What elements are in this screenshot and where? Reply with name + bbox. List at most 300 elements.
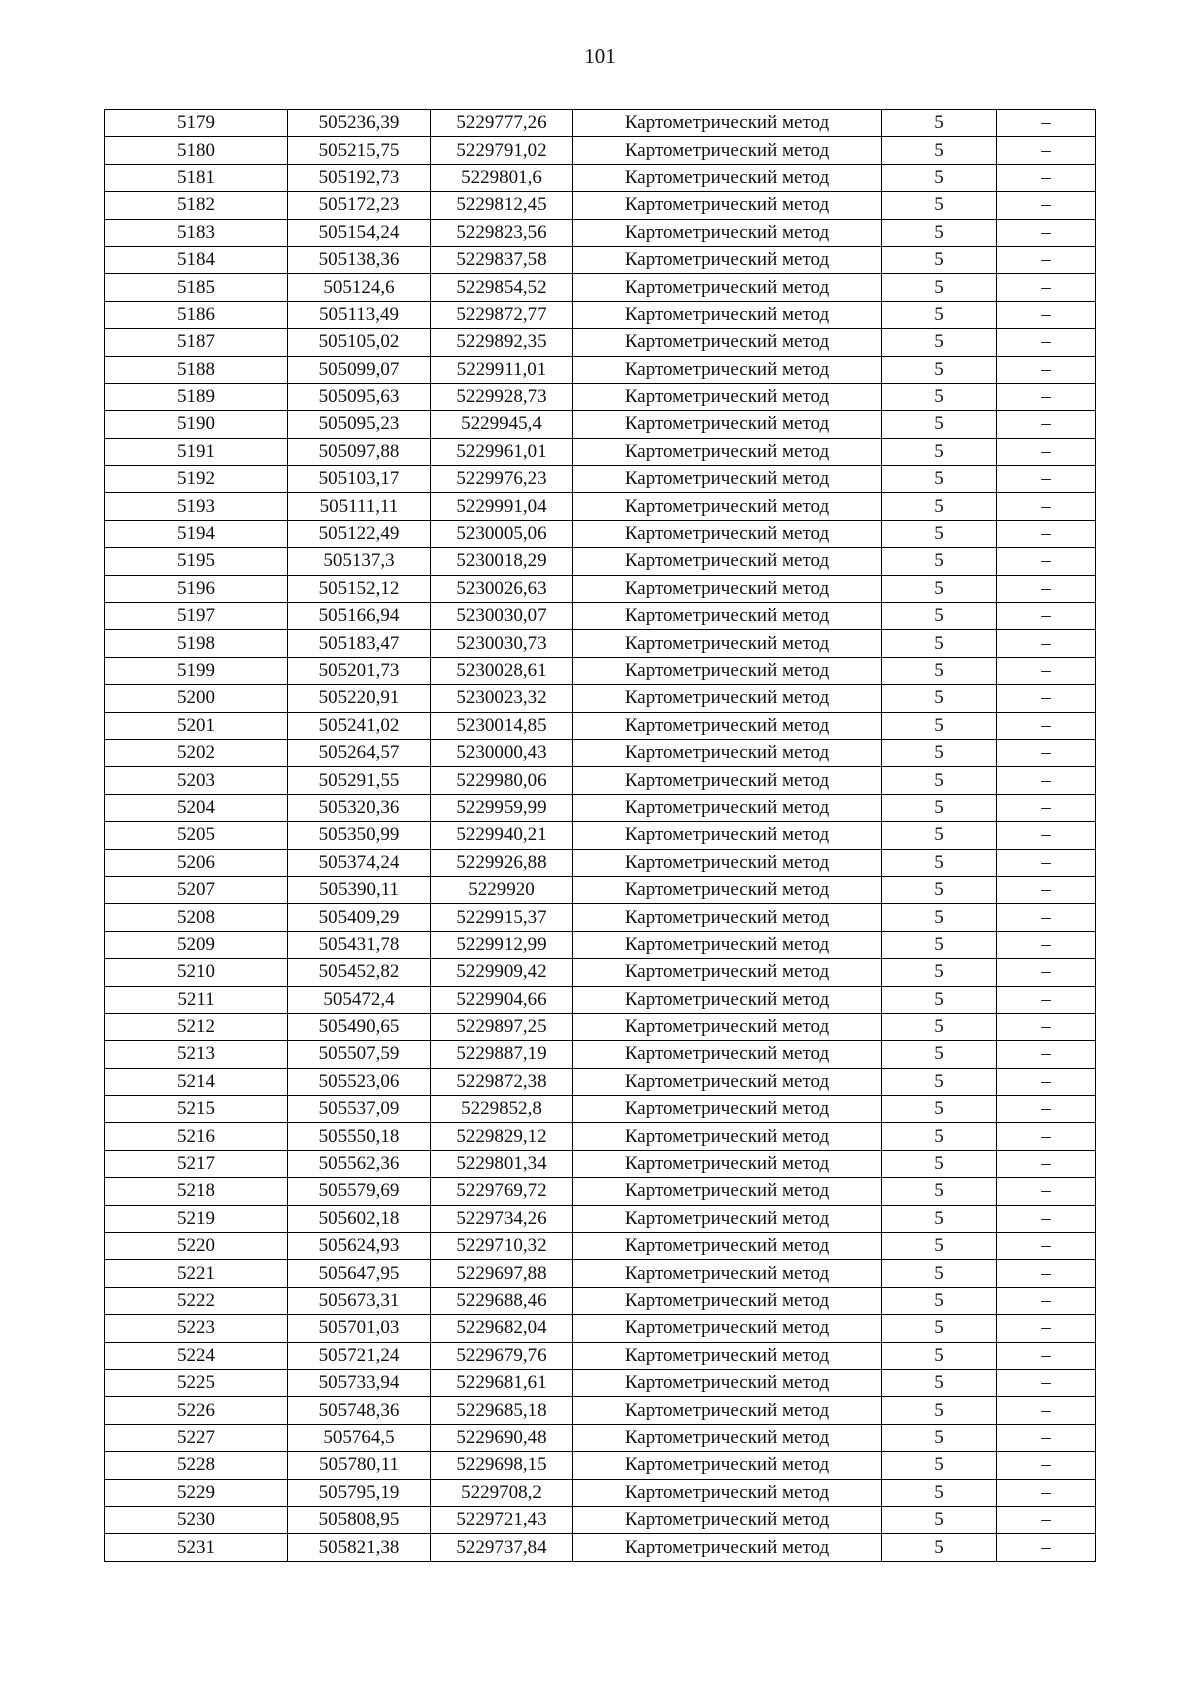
description-cell: – xyxy=(997,1178,1096,1205)
table-row xyxy=(105,1424,1096,1451)
method-cell: Картометрический метод xyxy=(573,466,882,493)
x-coordinate-cell: 505490,65 xyxy=(288,1013,431,1040)
y-coordinate-cell: 5229961,01 xyxy=(431,438,573,465)
accuracy-cell: 5 xyxy=(882,1233,997,1260)
accuracy-cell: 5 xyxy=(882,904,997,931)
method-cell: Картометрический метод xyxy=(573,904,882,931)
method-cell: Картометрический метод xyxy=(573,986,882,1013)
x-coordinate-cell: 505241,02 xyxy=(288,712,431,739)
table-row xyxy=(105,219,1096,246)
point-number-cell: 5201 xyxy=(105,712,288,739)
description-cell: – xyxy=(997,822,1096,849)
point-number-cell: 5209 xyxy=(105,931,288,958)
y-coordinate-cell: 5229679,76 xyxy=(431,1342,573,1369)
method-cell: Картометрический метод xyxy=(573,1096,882,1123)
y-coordinate-cell: 5230023,32 xyxy=(431,685,573,712)
description-cell: – xyxy=(997,685,1096,712)
method-cell: Картометрический метод xyxy=(573,493,882,520)
x-coordinate-cell: 505537,09 xyxy=(288,1096,431,1123)
x-coordinate-cell: 505562,36 xyxy=(288,1150,431,1177)
y-coordinate-cell: 5229991,04 xyxy=(431,493,573,520)
method-cell: Картометрический метод xyxy=(573,1397,882,1424)
method-cell: Картометрический метод xyxy=(573,1369,882,1396)
point-number-cell: 5196 xyxy=(105,575,288,602)
accuracy-cell: 5 xyxy=(882,849,997,876)
accuracy-cell: 5 xyxy=(882,876,997,903)
description-cell: – xyxy=(997,630,1096,657)
method-cell: Картометрический метод xyxy=(573,1424,882,1451)
method-cell: Картометрический метод xyxy=(573,822,882,849)
description-cell: – xyxy=(997,1123,1096,1150)
accuracy-cell: 5 xyxy=(882,192,997,219)
table-row xyxy=(105,1452,1096,1479)
accuracy-cell: 5 xyxy=(882,411,997,438)
y-coordinate-cell: 5230005,06 xyxy=(431,520,573,547)
y-coordinate-cell: 5229737,84 xyxy=(431,1534,573,1561)
method-cell: Картометрический метод xyxy=(573,1123,882,1150)
y-coordinate-cell: 5229721,43 xyxy=(431,1506,573,1533)
x-coordinate-cell: 505550,18 xyxy=(288,1123,431,1150)
y-coordinate-cell: 5229959,99 xyxy=(431,794,573,821)
description-cell: – xyxy=(997,493,1096,520)
method-cell: Картометрический метод xyxy=(573,301,882,328)
description-cell: – xyxy=(997,794,1096,821)
description-cell: – xyxy=(997,1068,1096,1095)
method-cell: Картометрический метод xyxy=(573,219,882,246)
description-cell: – xyxy=(997,301,1096,328)
point-number-cell: 5187 xyxy=(105,329,288,356)
point-number-cell: 5204 xyxy=(105,794,288,821)
accuracy-cell: 5 xyxy=(882,137,997,164)
point-number-cell: 5216 xyxy=(105,1123,288,1150)
x-coordinate-cell: 505137,3 xyxy=(288,548,431,575)
point-number-cell: 5188 xyxy=(105,356,288,383)
description-cell: – xyxy=(997,849,1096,876)
description-cell: – xyxy=(997,1534,1096,1561)
x-coordinate-cell: 505701,03 xyxy=(288,1315,431,1342)
method-cell: Картометрический метод xyxy=(573,246,882,273)
table-row xyxy=(105,1150,1096,1177)
table-row xyxy=(105,192,1096,219)
accuracy-cell: 5 xyxy=(882,1342,997,1369)
accuracy-cell: 5 xyxy=(882,575,997,602)
point-number-cell: 5190 xyxy=(105,411,288,438)
description-cell: – xyxy=(997,1452,1096,1479)
table-row xyxy=(105,301,1096,328)
accuracy-cell: 5 xyxy=(882,931,997,958)
x-coordinate-cell: 505183,47 xyxy=(288,630,431,657)
x-coordinate-cell: 505291,55 xyxy=(288,767,431,794)
table-row xyxy=(105,356,1096,383)
x-coordinate-cell: 505624,93 xyxy=(288,1233,431,1260)
description-cell: – xyxy=(997,1260,1096,1287)
table-row xyxy=(105,1534,1096,1561)
description-cell: – xyxy=(997,1150,1096,1177)
y-coordinate-cell: 5229980,06 xyxy=(431,767,573,794)
x-coordinate-cell: 505721,24 xyxy=(288,1342,431,1369)
x-coordinate-cell: 505821,38 xyxy=(288,1534,431,1561)
table-row xyxy=(105,329,1096,356)
accuracy-cell: 5 xyxy=(882,356,997,383)
accuracy-cell: 5 xyxy=(882,1506,997,1533)
point-number-cell: 5208 xyxy=(105,904,288,931)
y-coordinate-cell: 5229734,26 xyxy=(431,1205,573,1232)
x-coordinate-cell: 505201,73 xyxy=(288,657,431,684)
method-cell: Картометрический метод xyxy=(573,356,882,383)
accuracy-cell: 5 xyxy=(882,1534,997,1561)
x-coordinate-cell: 505350,99 xyxy=(288,822,431,849)
y-coordinate-cell: 5229697,88 xyxy=(431,1260,573,1287)
table-row xyxy=(105,1123,1096,1150)
y-coordinate-cell: 5229854,52 xyxy=(431,274,573,301)
description-cell: – xyxy=(997,164,1096,191)
accuracy-cell: 5 xyxy=(882,630,997,657)
point-number-cell: 5219 xyxy=(105,1205,288,1232)
method-cell: Картометрический метод xyxy=(573,575,882,602)
table-row xyxy=(105,603,1096,630)
method-cell: Картометрический метод xyxy=(573,603,882,630)
description-cell: – xyxy=(997,739,1096,766)
x-coordinate-cell: 505452,82 xyxy=(288,959,431,986)
accuracy-cell: 5 xyxy=(882,794,997,821)
point-number-cell: 5202 xyxy=(105,739,288,766)
description-cell: – xyxy=(997,1233,1096,1260)
point-number-cell: 5179 xyxy=(105,110,288,137)
point-number-cell: 5218 xyxy=(105,1178,288,1205)
description-cell: – xyxy=(997,548,1096,575)
y-coordinate-cell: 5229710,32 xyxy=(431,1233,573,1260)
point-number-cell: 5180 xyxy=(105,137,288,164)
y-coordinate-cell: 5229708,2 xyxy=(431,1479,573,1506)
x-coordinate-cell: 505780,11 xyxy=(288,1452,431,1479)
table-row xyxy=(105,137,1096,164)
table-row xyxy=(105,493,1096,520)
description-cell: – xyxy=(997,1342,1096,1369)
description-cell: – xyxy=(997,1013,1096,1040)
point-number-cell: 5184 xyxy=(105,246,288,273)
y-coordinate-cell: 5229837,58 xyxy=(431,246,573,273)
accuracy-cell: 5 xyxy=(882,301,997,328)
description-cell: – xyxy=(997,274,1096,301)
method-cell: Картометрический метод xyxy=(573,1452,882,1479)
description-cell: – xyxy=(997,1506,1096,1533)
y-coordinate-cell: 5229976,23 xyxy=(431,466,573,493)
x-coordinate-cell: 505764,5 xyxy=(288,1424,431,1451)
accuracy-cell: 5 xyxy=(882,1013,997,1040)
point-number-cell: 5231 xyxy=(105,1534,288,1561)
method-cell: Картометрический метод xyxy=(573,1041,882,1068)
y-coordinate-cell: 5229829,12 xyxy=(431,1123,573,1150)
method-cell: Картометрический метод xyxy=(573,630,882,657)
table-row xyxy=(105,274,1096,301)
description-cell: – xyxy=(997,1041,1096,1068)
description-cell: – xyxy=(997,876,1096,903)
table-row xyxy=(105,110,1096,137)
table-row xyxy=(105,959,1096,986)
method-cell: Картометрический метод xyxy=(573,1342,882,1369)
table-row xyxy=(105,1287,1096,1314)
table-row xyxy=(105,1369,1096,1396)
y-coordinate-cell: 5229897,25 xyxy=(431,1013,573,1040)
y-coordinate-cell: 5229801,6 xyxy=(431,164,573,191)
y-coordinate-cell: 5230028,61 xyxy=(431,657,573,684)
method-cell: Картометрический метод xyxy=(573,1178,882,1205)
x-coordinate-cell: 505099,07 xyxy=(288,356,431,383)
table-row xyxy=(105,657,1096,684)
description-cell: – xyxy=(997,904,1096,931)
y-coordinate-cell: 5230030,07 xyxy=(431,603,573,630)
description-cell: – xyxy=(997,1287,1096,1314)
description-cell: – xyxy=(997,246,1096,273)
y-coordinate-cell: 5229872,38 xyxy=(431,1068,573,1095)
accuracy-cell: 5 xyxy=(882,110,997,137)
accuracy-cell: 5 xyxy=(882,1123,997,1150)
description-cell: – xyxy=(997,959,1096,986)
table-row xyxy=(105,466,1096,493)
point-number-cell: 5199 xyxy=(105,657,288,684)
description-cell: – xyxy=(997,110,1096,137)
point-number-cell: 5197 xyxy=(105,603,288,630)
table-row xyxy=(105,712,1096,739)
description-cell: – xyxy=(997,1315,1096,1342)
y-coordinate-cell: 5229769,72 xyxy=(431,1178,573,1205)
method-cell: Картометрический метод xyxy=(573,1506,882,1533)
x-coordinate-cell: 505374,24 xyxy=(288,849,431,876)
table-row xyxy=(105,1233,1096,1260)
point-number-cell: 5183 xyxy=(105,219,288,246)
table-row xyxy=(105,931,1096,958)
description-cell: – xyxy=(997,1205,1096,1232)
accuracy-cell: 5 xyxy=(882,1397,997,1424)
point-number-cell: 5194 xyxy=(105,520,288,547)
x-coordinate-cell: 505166,94 xyxy=(288,603,431,630)
x-coordinate-cell: 505507,59 xyxy=(288,1041,431,1068)
y-coordinate-cell: 5229904,66 xyxy=(431,986,573,1013)
y-coordinate-cell: 5229852,8 xyxy=(431,1096,573,1123)
accuracy-cell: 5 xyxy=(882,767,997,794)
description-cell: – xyxy=(997,466,1096,493)
accuracy-cell: 5 xyxy=(882,685,997,712)
description-cell: – xyxy=(997,137,1096,164)
table-row xyxy=(105,575,1096,602)
y-coordinate-cell: 5229892,35 xyxy=(431,329,573,356)
method-cell: Картометрический метод xyxy=(573,931,882,958)
point-number-cell: 5213 xyxy=(105,1041,288,1068)
table-row xyxy=(105,1506,1096,1533)
accuracy-cell: 5 xyxy=(882,1178,997,1205)
x-coordinate-cell: 505579,69 xyxy=(288,1178,431,1205)
method-cell: Картометрический метод xyxy=(573,110,882,137)
point-number-cell: 5186 xyxy=(105,301,288,328)
table-row xyxy=(105,520,1096,547)
x-coordinate-cell: 505154,24 xyxy=(288,219,431,246)
accuracy-cell: 5 xyxy=(882,548,997,575)
accuracy-cell: 5 xyxy=(882,246,997,273)
accuracy-cell: 5 xyxy=(882,603,997,630)
y-coordinate-cell: 5229681,61 xyxy=(431,1369,573,1396)
point-number-cell: 5203 xyxy=(105,767,288,794)
method-cell: Картометрический метод xyxy=(573,959,882,986)
x-coordinate-cell: 505808,95 xyxy=(288,1506,431,1533)
point-number-cell: 5224 xyxy=(105,1342,288,1369)
point-number-cell: 5221 xyxy=(105,1260,288,1287)
point-number-cell: 5207 xyxy=(105,876,288,903)
description-cell: – xyxy=(997,1369,1096,1396)
table-row xyxy=(105,383,1096,410)
point-number-cell: 5195 xyxy=(105,548,288,575)
point-number-cell: 5225 xyxy=(105,1369,288,1396)
accuracy-cell: 5 xyxy=(882,1068,997,1095)
table-row xyxy=(105,164,1096,191)
y-coordinate-cell: 5229777,26 xyxy=(431,110,573,137)
x-coordinate-cell: 505095,63 xyxy=(288,383,431,410)
y-coordinate-cell: 5229682,04 xyxy=(431,1315,573,1342)
accuracy-cell: 5 xyxy=(882,739,997,766)
accuracy-cell: 5 xyxy=(882,1369,997,1396)
point-number-cell: 5200 xyxy=(105,685,288,712)
x-coordinate-cell: 505472,4 xyxy=(288,986,431,1013)
x-coordinate-cell: 505215,75 xyxy=(288,137,431,164)
x-coordinate-cell: 505647,95 xyxy=(288,1260,431,1287)
x-coordinate-cell: 505523,06 xyxy=(288,1068,431,1095)
y-coordinate-cell: 5229915,37 xyxy=(431,904,573,931)
accuracy-cell: 5 xyxy=(882,1205,997,1232)
table-row xyxy=(105,849,1096,876)
y-coordinate-cell: 5230018,29 xyxy=(431,548,573,575)
method-cell: Картометрический метод xyxy=(573,383,882,410)
table-row xyxy=(105,739,1096,766)
y-coordinate-cell: 5229945,4 xyxy=(431,411,573,438)
table-row xyxy=(105,1260,1096,1287)
description-cell: – xyxy=(997,767,1096,794)
x-coordinate-cell: 505264,57 xyxy=(288,739,431,766)
x-coordinate-cell: 505095,23 xyxy=(288,411,431,438)
table-row xyxy=(105,794,1096,821)
x-coordinate-cell: 505602,18 xyxy=(288,1205,431,1232)
description-cell: – xyxy=(997,219,1096,246)
description-cell: – xyxy=(997,986,1096,1013)
table-row xyxy=(105,548,1096,575)
y-coordinate-cell: 5229698,15 xyxy=(431,1452,573,1479)
x-coordinate-cell: 505105,02 xyxy=(288,329,431,356)
accuracy-cell: 5 xyxy=(882,959,997,986)
accuracy-cell: 5 xyxy=(882,1287,997,1314)
point-number-cell: 5229 xyxy=(105,1479,288,1506)
y-coordinate-cell: 5229911,01 xyxy=(431,356,573,383)
y-coordinate-cell: 5229940,21 xyxy=(431,822,573,849)
accuracy-cell: 5 xyxy=(882,1260,997,1287)
accuracy-cell: 5 xyxy=(882,1315,997,1342)
x-coordinate-cell: 505138,36 xyxy=(288,246,431,273)
y-coordinate-cell: 5230030,73 xyxy=(431,630,573,657)
point-number-cell: 5193 xyxy=(105,493,288,520)
x-coordinate-cell: 505409,29 xyxy=(288,904,431,931)
accuracy-cell: 5 xyxy=(882,1041,997,1068)
y-coordinate-cell: 5229887,19 xyxy=(431,1041,573,1068)
coordinates-table-body xyxy=(105,110,1096,1562)
method-cell: Картометрический метод xyxy=(573,1315,882,1342)
table-row xyxy=(105,411,1096,438)
accuracy-cell: 5 xyxy=(882,1096,997,1123)
method-cell: Картометрический метод xyxy=(573,192,882,219)
x-coordinate-cell: 505192,73 xyxy=(288,164,431,191)
page-number: 101 xyxy=(584,44,616,68)
description-cell: – xyxy=(997,438,1096,465)
method-cell: Картометрический метод xyxy=(573,1205,882,1232)
description-cell: – xyxy=(997,575,1096,602)
method-cell: Картометрический метод xyxy=(573,1287,882,1314)
method-cell: Картометрический метод xyxy=(573,657,882,684)
method-cell: Картометрический метод xyxy=(573,739,882,766)
method-cell: Картометрический метод xyxy=(573,1534,882,1561)
method-cell: Картометрический метод xyxy=(573,411,882,438)
method-cell: Картометрический метод xyxy=(573,767,882,794)
table-row xyxy=(105,767,1096,794)
y-coordinate-cell: 5230026,63 xyxy=(431,575,573,602)
y-coordinate-cell: 5229791,02 xyxy=(431,137,573,164)
method-cell: Картометрический метод xyxy=(573,1013,882,1040)
y-coordinate-cell: 5229801,34 xyxy=(431,1150,573,1177)
point-number-cell: 5228 xyxy=(105,1452,288,1479)
x-coordinate-cell: 505220,91 xyxy=(288,685,431,712)
x-coordinate-cell: 505172,23 xyxy=(288,192,431,219)
y-coordinate-cell: 5229688,46 xyxy=(431,1287,573,1314)
description-cell: – xyxy=(997,520,1096,547)
point-number-cell: 5223 xyxy=(105,1315,288,1342)
table-row xyxy=(105,685,1096,712)
description-cell: – xyxy=(997,411,1096,438)
table-row xyxy=(105,1315,1096,1342)
description-cell: – xyxy=(997,712,1096,739)
table-row xyxy=(105,438,1096,465)
x-coordinate-cell: 505122,49 xyxy=(288,520,431,547)
x-coordinate-cell: 505111,11 xyxy=(288,493,431,520)
table-row xyxy=(105,876,1096,903)
description-cell: – xyxy=(997,356,1096,383)
point-number-cell: 5220 xyxy=(105,1233,288,1260)
y-coordinate-cell: 5229928,73 xyxy=(431,383,573,410)
description-cell: – xyxy=(997,1479,1096,1506)
accuracy-cell: 5 xyxy=(882,1150,997,1177)
point-number-cell: 5189 xyxy=(105,383,288,410)
point-number-cell: 5205 xyxy=(105,822,288,849)
y-coordinate-cell: 5229909,42 xyxy=(431,959,573,986)
method-cell: Картометрический метод xyxy=(573,794,882,821)
method-cell: Картометрический метод xyxy=(573,1260,882,1287)
method-cell: Картометрический метод xyxy=(573,164,882,191)
table-row xyxy=(105,1397,1096,1424)
x-coordinate-cell: 505390,11 xyxy=(288,876,431,903)
point-number-cell: 5217 xyxy=(105,1150,288,1177)
method-cell: Картометрический метод xyxy=(573,1479,882,1506)
x-coordinate-cell: 505733,94 xyxy=(288,1369,431,1396)
table-row xyxy=(105,1096,1096,1123)
description-cell: – xyxy=(997,1424,1096,1451)
method-cell: Картометрический метод xyxy=(573,329,882,356)
method-cell: Картометрический метод xyxy=(573,274,882,301)
y-coordinate-cell: 5230000,43 xyxy=(431,739,573,766)
description-cell: – xyxy=(997,1096,1096,1123)
y-coordinate-cell: 5229823,56 xyxy=(431,219,573,246)
x-coordinate-cell: 505673,31 xyxy=(288,1287,431,1314)
accuracy-cell: 5 xyxy=(882,712,997,739)
accuracy-cell: 5 xyxy=(882,822,997,849)
y-coordinate-cell: 5229685,18 xyxy=(431,1397,573,1424)
point-number-cell: 5191 xyxy=(105,438,288,465)
x-coordinate-cell: 505236,39 xyxy=(288,110,431,137)
point-number-cell: 5230 xyxy=(105,1506,288,1533)
point-number-cell: 5206 xyxy=(105,849,288,876)
